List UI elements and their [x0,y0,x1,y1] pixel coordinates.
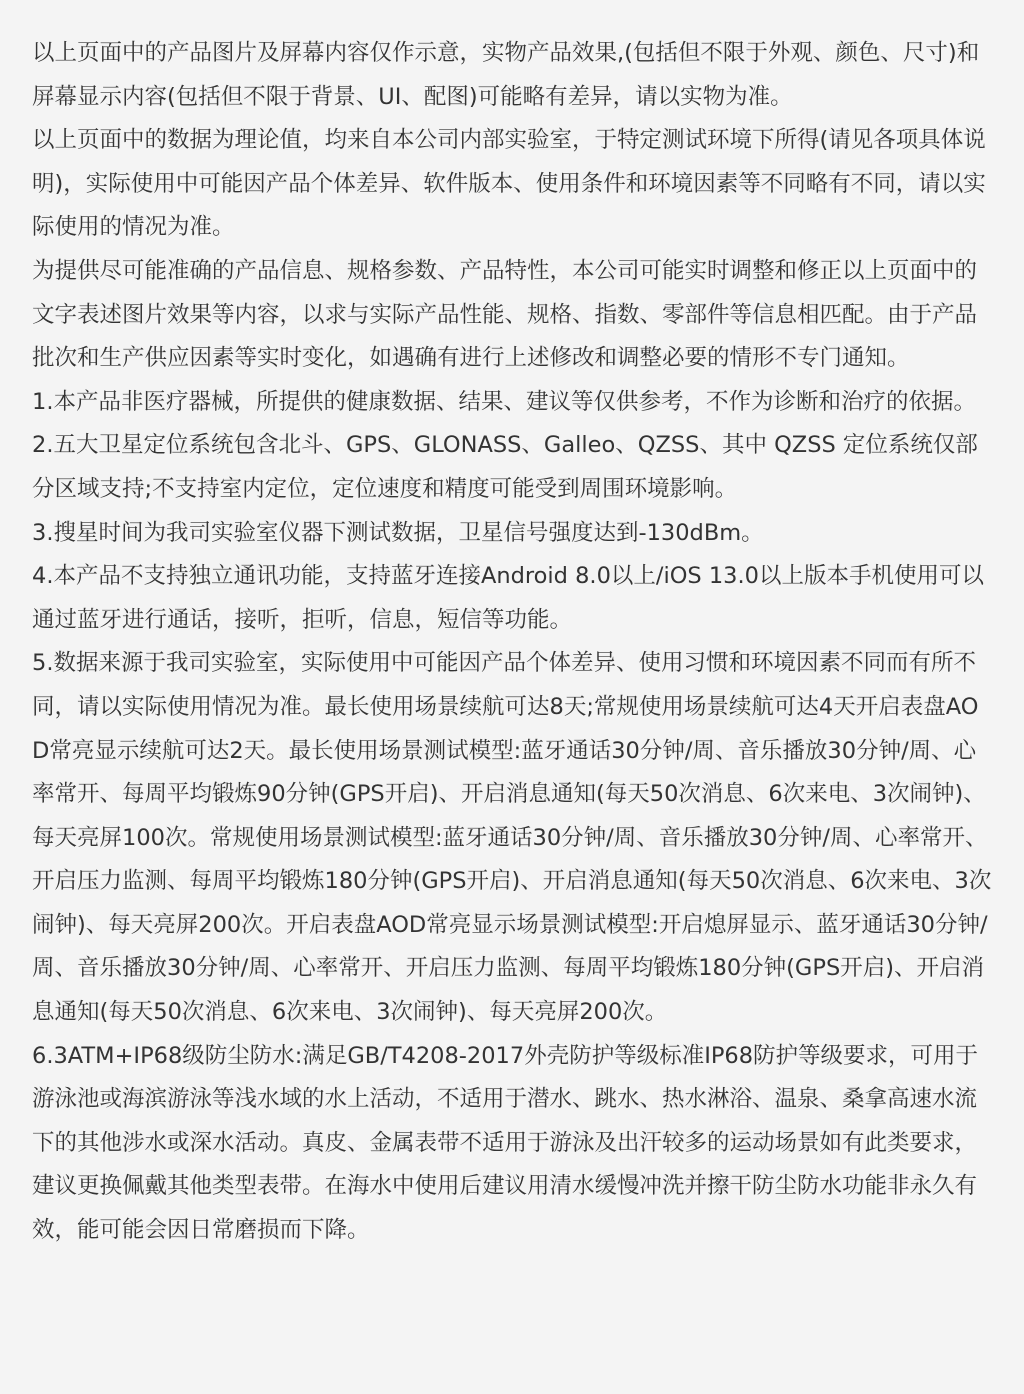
disclaimer-paragraph-1: 以上页面中的产品图片及屏幕内容仅作示意，实物产品效果,(包括但不限于外观、颜色、尺寸)和屏幕显示内容(包括但不限于背景、UI、配图)可能略有差异，请以实物为准。 [32,40,980,110]
note-6-water-resistance: 6.3ATM+IP68级防尘防水:满足GB/T4208-2017外壳防护等级标准IP68防护等级要求，可用于游泳池或海滨游泳等浅水域的水上活动，不适用于潜水、跳水、热水淋浴、温泉、桑拿高速水流下的其他涉水或深水活动。真皮、金属表带不适用于游泳及出汗较多的运动场景如有此类要求，建议更换佩戴其他类型表带。在海水中使用后建议用清水缓慢冲洗并擦干防尘防水功能非永久有效，能可能会因日常磨损而下降。 [32,1042,979,1244]
note-5-battery: 5.数据来源于我司实验室，实际使用中可能因产品个体差异、使用习惯和环境因素不同而有所不同，请以实际使用情况为准。最长使用场景续航可达8天;常规使用场景续航可达4天开启表盘AOD常亮显示续航可达2天。最长使用场景测试模型:蓝牙通话30分钟/周、音乐播放30分钟/周、心率常开、每周平均锻炼90分钟(GPS开启)、开启消息通知(每天50次消息、6次来电、3次闹钟)、每天亮屏100次。常规使用场景测试模型:蓝牙通话30分钟/周、音乐播放30分钟/周、心率常开、开启压力监测、每周平均锻炼180分钟(GPS开启)、开启消息通知(每天50次消息、6次来电、3次闹钟)、每天亮屏200次。开启表盘AOD常亮显示场景测试模型:开启熄屏显示、蓝牙通话30分钟/周、音乐播放30分钟/周、心率常开、开启压力监测、每周平均锻炼180分钟(GPS开启)、开启消息通知(每天50次消息、6次来电、3次闹钟)、每天亮屏200次。 [32,650,992,1026]
note-4-bluetooth: 4.本产品不支持独立通讯功能，支持蓝牙连接Android 8.0以上/iOS 13.0以上版本手机使用可以通过蓝牙进行通话，接听，拒听，信息，短信等功能。 [32,563,984,633]
disclaimer-paragraph-3: 为提供尽可能准确的产品信息、规格参数、产品特性，本公司可能实时调整和修正以上页面中的文字表述图片效果等内容，以求与实际产品性能、规格、指数、零部件等信息相匹配。由于产品批次和生产供应因素等实时变化，如遇确有进行上述修改和调整必要的情形不专门通知。 [32,257,978,372]
disclaimer-paragraph-2: 以上页面中的数据为理论值，均来自本公司内部实验室，于特定测试环境下所得(请见各项具体说明)，实际使用中可能因产品个体差异、软件版本、使用条件和环境因素等不同略有不同，请以实际使用的情况为准。 [32,127,986,241]
note-3-satellite-search: 3.搜星时间为我司实验室仪器下测试数据，卫星信号强度达到-130dBm。 [32,519,764,546]
note-1-medical: 1.本产品非医疗器械，所提供的健康数据、结果、建议等仅供参考，不作为诊断和治疗的依据。 [32,388,976,415]
note-2-positioning: 2.五大卫星定位系统包含北斗、GPS、GLONASS、Galleo、QZSS、其中 QZSS 定位系统仅部分区域支持;不支持室内定位，定位速度和精度可能受到周围环境影响。 [32,432,978,502]
